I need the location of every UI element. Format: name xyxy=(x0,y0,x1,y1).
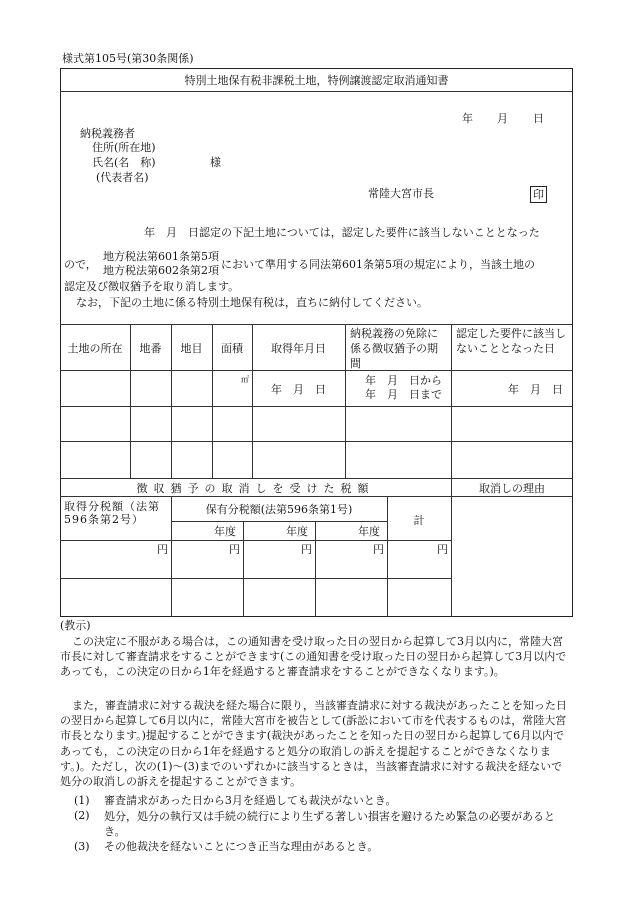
holding-subheader-line xyxy=(171,521,387,522)
item-number: (3) xyxy=(74,840,90,853)
acquisition-tax-header: 取得分税額（法第596条第2号） xyxy=(64,500,160,526)
yen-year-2: 円 xyxy=(301,543,312,556)
land-row-2-bottom xyxy=(60,441,573,442)
notice-paragraph-1: この決定に不服がある場合は，この通知書を受け取った日の翌日から起算して3月以内に，常陸大宮市長に対して審査請求をすることができます(この通知書を受け取った日の翌日から起算して3月以内であっても，この決定の日から1年を経過すると審査請求をすることができなくなります。)。 xyxy=(60,635,567,679)
header-lot: 地番 xyxy=(139,342,162,355)
header-location: 土地の所在 xyxy=(67,342,123,355)
notice-paragraph-2: また，審査請求に対する裁決を経た場合に限り，当該審査請求に対する裁決があったことを知った日の翌日から起算して6月以内に，常陸大宮市を被告として(訴訟において市を代表するものは，常陸大宮市長となります。)提起することができます(裁決があったことを知った日の翌日から起算して6月以内であっても，この決定の日から1年を経過すると処分の取消しの訴えを提起することができなくなります。)。ただし，次の(1)～(3)までのいずれかに該当するときは，当該審査請求に対する裁決を経ないで処分の取消しの訴えを提起することができます。 xyxy=(60,699,567,789)
fiscal-year-1: 年度 xyxy=(214,525,236,538)
issuer-title: 常陸大宮市長 xyxy=(368,187,434,200)
land-table-bottom xyxy=(60,478,573,479)
item-text: 審査請求があった日から3月を経過しても裁決がないとき。 xyxy=(104,794,397,807)
land-row-1-bottom xyxy=(60,406,573,407)
body-line-4: なお，下記の土地に係る特別土地保有税は，直ちに納付してください。 xyxy=(76,296,428,309)
yen-total: 円 xyxy=(437,543,448,556)
item-text: 処分，処分の執行又は手続の続行により生ずる著しい損害を避けるため緊急の必要があるとき。 xyxy=(104,810,555,838)
holding-tax-header: 保有分税額(法第596条第1号) xyxy=(205,503,353,516)
sama-label: 様 xyxy=(210,156,221,169)
item-number: (2) xyxy=(74,809,90,822)
period-to: 年 月 日まで xyxy=(365,388,442,401)
fiscal-year-2: 年度 xyxy=(286,525,308,538)
body-line-2-prefix: ので， xyxy=(64,258,97,271)
land-header-bottom xyxy=(60,370,573,371)
yen-year-1: 円 xyxy=(229,543,240,556)
name-label: 氏名(名 称) xyxy=(92,156,156,169)
representative-label: (代表者名) xyxy=(96,171,149,184)
tax-subheader-bottom xyxy=(60,540,451,541)
header-reason-date: 認定した要件に該当しないこととなった日 xyxy=(456,327,566,355)
form-title: 特別土地保有税非課税土地，特例譲渡認定取消通知書 xyxy=(184,74,449,87)
taxpayer-label: 納税義務者 xyxy=(80,127,135,140)
form-number: 様式第105号(第30条関係) xyxy=(62,52,194,65)
address-label: 住所(所在地) xyxy=(92,141,156,154)
tax-header-bottom xyxy=(60,496,573,497)
seal-mark: 印 xyxy=(530,186,547,203)
tax-section-header: 徴収猶予の取消しを受けた税額 xyxy=(136,482,375,495)
header-category: 地目 xyxy=(180,342,203,355)
yen-acquisition: 円 xyxy=(157,543,168,556)
yen-year-3: 円 xyxy=(373,543,384,556)
body-line-3: 認定及び徴収猶予を取り消します。 xyxy=(64,280,240,293)
body-line-1: 年 月 日認定の下記土地については，認定した要件に該当しないこととなった xyxy=(144,226,540,239)
header-area: 面積 xyxy=(221,342,243,355)
body-line-2-suffix: において準用する同法第601条第5項の規定により，当該土地の xyxy=(221,258,535,271)
item-text: その他裁決を経ないことにつき正当な理由があるとき。 xyxy=(104,840,379,853)
land-table-top xyxy=(60,324,573,325)
tax-row-1-bottom xyxy=(60,578,451,579)
total-header: 計 xyxy=(413,514,425,527)
reason-col-divider xyxy=(451,478,452,617)
header-acquired: 取得年月日 xyxy=(271,342,326,355)
law-reference-2: 地方税法第602条第2項 xyxy=(103,264,219,277)
reason-date: 年 月 日 xyxy=(508,383,563,396)
land-col-divider xyxy=(345,324,346,478)
header-exemption: 納税義務の免除に係る徴収猶予の期間 xyxy=(350,327,438,370)
item-number: (1) xyxy=(74,794,90,807)
notice-heading: (教示) xyxy=(60,619,91,632)
land-col-divider xyxy=(451,324,452,478)
area-unit: ㎡ xyxy=(241,375,249,384)
title-divider xyxy=(60,91,573,92)
law-reference-1: 地方税法第601条第5項 xyxy=(103,250,219,263)
cancel-reason-header: 取消しの理由 xyxy=(479,482,545,495)
fiscal-year-3: 年度 xyxy=(358,525,380,538)
period-from: 年 月 日から xyxy=(365,374,442,387)
acquired-date: 年 月 日 xyxy=(271,383,326,396)
